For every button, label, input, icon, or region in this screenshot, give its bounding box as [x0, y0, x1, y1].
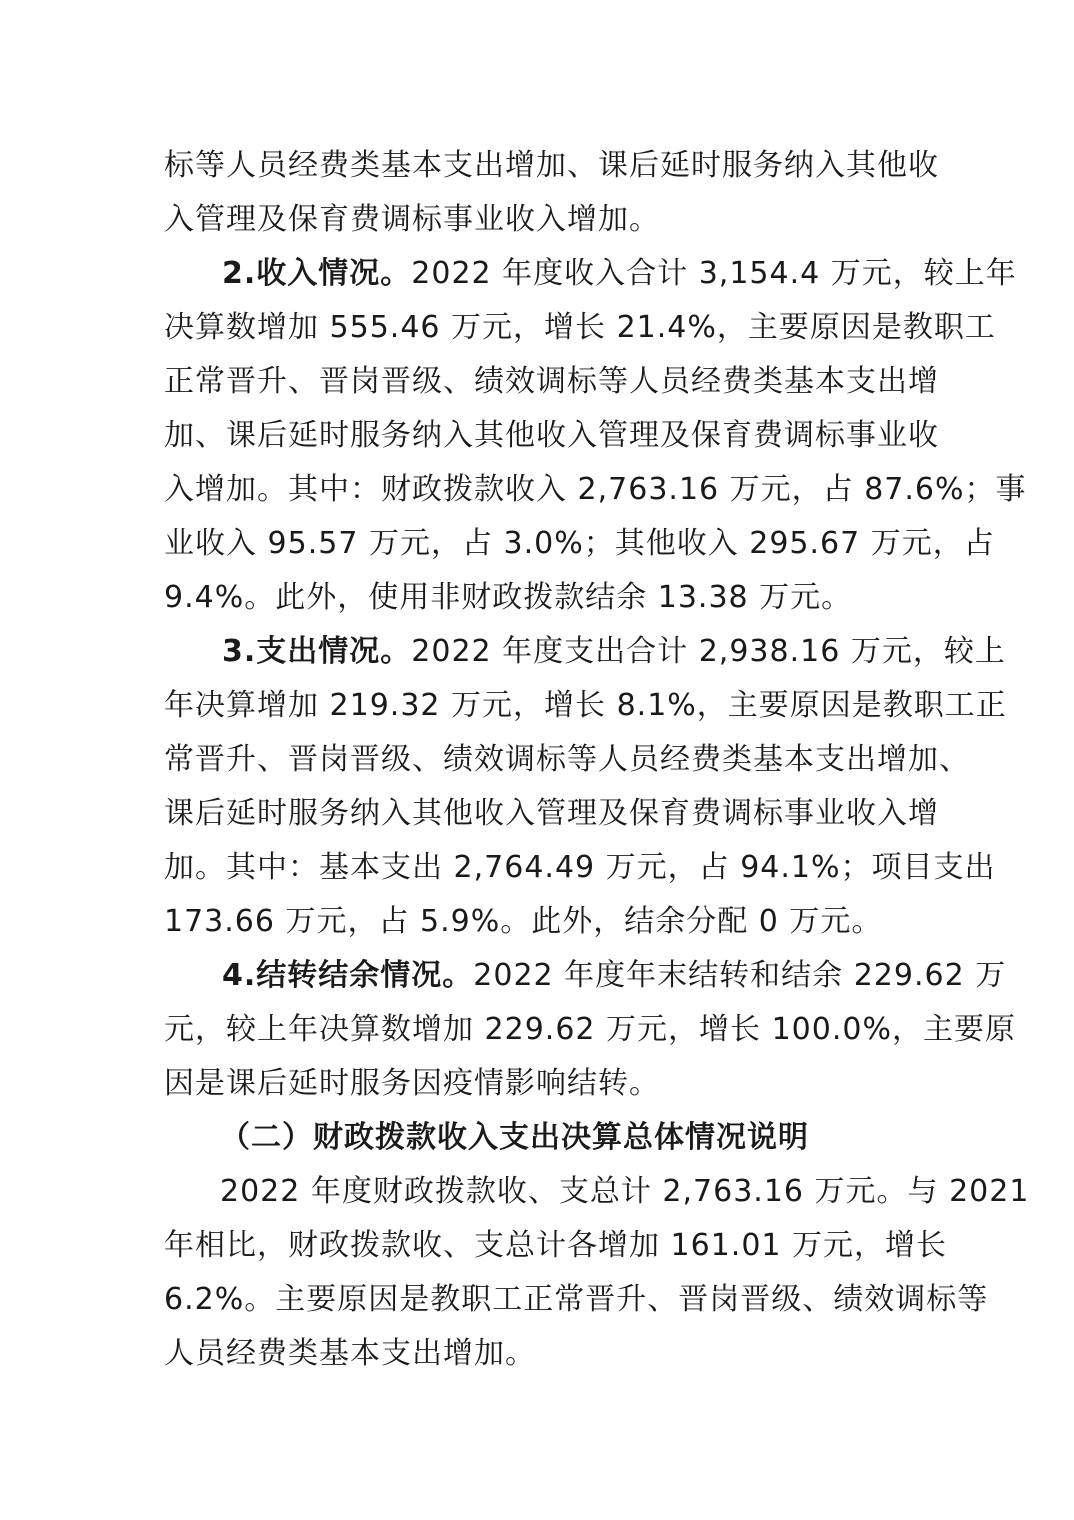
paragraph-line: 人员经费类基本支出增加。 [164, 1336, 536, 1371]
paragraph-line: 加。其中：基本支出 2,764.49 万元，占 94.1%；项目支出 [164, 850, 996, 885]
paragraph-line: 年相比，财政拨款收、支总计各增加 161.01 万元，增长 [164, 1228, 948, 1263]
paragraph-line: 2022 年度收入合计 3,154.4 万元，较上年 [411, 256, 1017, 291]
paragraph-line: 6.2%。主要原因是教职工正常晋升、晋岗晋级、绩效调标等 [164, 1282, 989, 1317]
subsection-heading: （二）财政拨款收入支出决算总体情况说明 [220, 1120, 809, 1155]
section-heading-income: 2.收入情况。 [222, 256, 412, 291]
section-heading-expense: 3.支出情况。 [222, 634, 412, 669]
paragraph-line: 课后延时服务纳入其他收入管理及保育费调标事业收入增 [164, 796, 939, 831]
paragraph-line: 正常晋升、晋岗晋级、绩效调标等人员经费类基本支出增 [164, 364, 939, 399]
section-expense-line [222, 632, 1006, 672]
paragraph-line: 常晋升、晋岗晋级、绩效调标等人员经费类基本支出增加、 [164, 742, 970, 777]
paragraph-line: 标等人员经费类基本支出增加、课后延时服务纳入其他收 [164, 148, 939, 183]
paragraph-line: 加、课后延时服务纳入其他收入管理及保育费调标事业收 [164, 418, 939, 453]
paragraph-line: 2022 年度年末结转和结余 229.62 万 [473, 958, 1007, 993]
paragraph-line: 9.4%。此外，使用非财政拨款结余 13.38 万元。 [164, 580, 853, 615]
section-balance-line [222, 956, 1006, 996]
paragraph-line: 业收入 95.57 万元，占 3.0%；其他收入 295.67 万元，占 [164, 526, 995, 561]
section-heading-balance: 4.结转结余情况。 [222, 958, 474, 993]
section-income-line [222, 254, 1017, 294]
paragraph-line: 2022 年度支出合计 2,938.16 万元，较上 [411, 634, 1006, 669]
paragraph-line: 因是课后延时服务因疫情影响结转。 [164, 1066, 660, 1101]
paragraph-line: 入管理及保育费调标事业收入增加。 [164, 202, 660, 237]
paragraph-line: 年决算增加 219.32 万元，增长 8.1%，主要原因是教职工正 [164, 688, 1007, 723]
paragraph-line: 决算数增加 555.46 万元，增长 21.4%，主要原因是教职工 [164, 310, 996, 345]
paragraph-line: 入增加。其中：财政拨款收入 2,763.16 万元，占 87.6%；事 [164, 472, 1027, 507]
paragraph-line: 元，较上年决算数增加 229.62 万元，增长 100.0%，主要原 [164, 1012, 1016, 1047]
paragraph-line: 173.66 万元，占 5.9%。此外，结余分配 0 万元。 [164, 904, 883, 939]
paragraph-line: 2022 年度财政拨款收、支总计 2,763.16 万元。与 2021 [220, 1174, 1030, 1209]
